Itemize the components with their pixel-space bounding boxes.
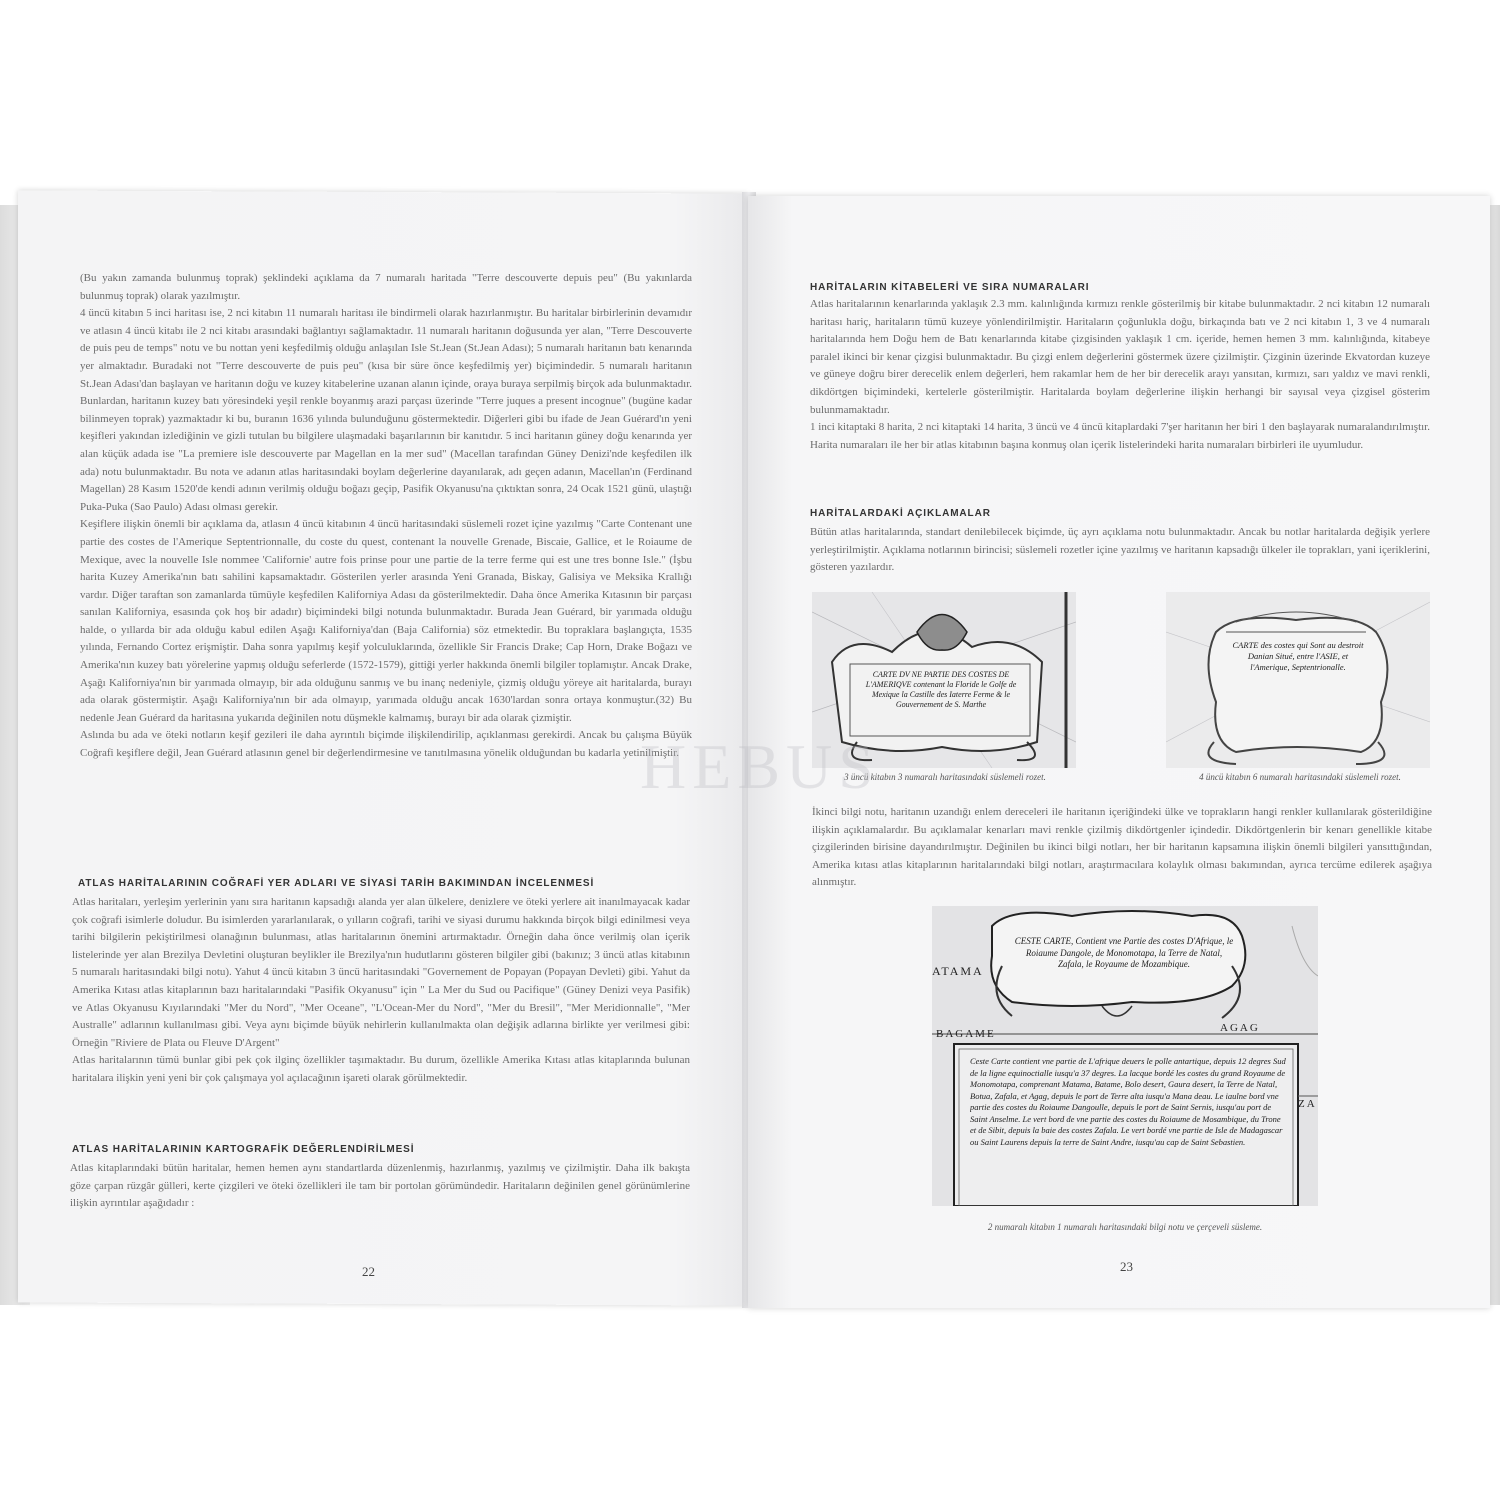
map-label: ZA xyxy=(1298,1098,1317,1110)
bilgi-section-body xyxy=(812,804,1432,892)
carto-section-body xyxy=(70,1160,690,1213)
section-heading: HARİTALARDAKİ AÇIKLAMALAR xyxy=(810,508,991,519)
geo-section-body xyxy=(72,894,690,1088)
figure-cartouche-map-2 xyxy=(1166,592,1430,768)
figure-caption: 4 üncü kitabın 6 numaralı haritasındaki süslemeli rozet. xyxy=(1199,772,1401,782)
section-heading: ATLAS HARİTALARININ KARTOGRAFİK DEĞERLENDİRİLMESİ xyxy=(72,1144,415,1155)
paragraph: 1 inci kitaptaki 8 harita, 2 nci kitaptaki 14 harita, 3 üncü ve 4 üncü kitaplardaki 7'şer haritanın her biri 1 den başlayarak numaralandırılmıştır. Harita numaraları ile her bir atlas kitabının başına konmuş olan içerik listelerindeki harita numaraları birbirleri ile uyumludur. xyxy=(810,421,1430,451)
cartouche-inscription: CARTE des costes qui Sont au destroit Danian Situé, entre l'ASIE, et l'Amerique, Septentrionalle. xyxy=(1232,640,1364,672)
page-number-right: 23 xyxy=(1120,1259,1133,1274)
info-note-text: Ceste Carte contient vne partie de L'afrique deuers le polle antartique, depuis 12 degres Sud de la ligne equinoctialle iusqu'a 37 degres. La lacque bordé les costes du grand Royaume de Monomotapa, comprenant Matama, Batame, Bolo desert, Gaura desert, la Terre de Natal, Botua, Zafala, et Agag, depuis le port de Terre alta iusqu'a Mana deau. Le iaulne bord vne partie des costes du Roiaume Dangoulle, depuis le port de Saint Sernis, iusqu'au port de Saint Anselme. Le vert bord de vne partie des costes du Roiaume de Mosambique, du Trone et de Sibit, depuis la baie des costes Zafala. Le vert bordé vne partie de Isle de Madagascar ou Saint Laurens depuis la terre de Saint Andre, iusqu'au cap de Saint Sebastien. xyxy=(970,1056,1286,1147)
paragraph: Bütün atlas haritalarında, standart denilebilecek biçimde, üç ayrı açıklama notu bulunmaktadır. Ancak bu notlar haritalarda değişik yerlere yerleştirilmiştir. Açıklama notlarının birincisi; süslemeli rozetler içine yazılmış ve haritanın kapsadığı ülkeler ile toprakları, yani içeriklerini, gösteren yazılardır. xyxy=(810,526,1430,574)
rosette-cartouche-illustration xyxy=(1166,592,1430,768)
section-heading: HARİTALARIN KİTABELERİ VE SIRA NUMARALARI xyxy=(810,282,1090,293)
kitabe-section-body xyxy=(810,296,1430,454)
paragraph: Atlas haritalarının kenarlarında yaklaşık 2.3 mm. kalınlığında kırmızı renkle gösterilmiş bir kitabe bulunmaktadır. 2 nci kitabın 12 numaralı haritası hariç, haritaların tümü kuzeye yönlendirilmiştir. Haritaların çoğunlukla doğu, birkaçında batı ve 2 nci kitabın 1, 3 ve 4 numaralı haritalarında hem Doğu hem de Batı kenarlarında kitabe çizgisinden yaklaşık 1 cm. içeride, hemen hemen 3 mm. kalınlığında, kitabeye paralel ikinci bir kenar çizgisi bulunmaktadır. Bu çizgi enlem değerlerini göstermek üzere çizilmiştir. Çizginin üzerinde Ekvatordan kuzeye ve güneye doğru birer derecelik enlem değerleri, hem rakamlar hem de her bir derecelik arayı yansıtan, kırmızı, sarı yaldız ve mavi renkli, dikdörtgen biçimindeki, kertelerle gösterilmiştir. Haritalarda boylam değerlerine ilişkin herhangi bir sayısal veya çizgisel gösterim bulunmamaktadır. xyxy=(810,298,1430,416)
figure-caption: 2 numaralı kitabın 1 numaralı haritasındaki bilgi notu ve çerçeveli süsleme. xyxy=(987,1222,1263,1232)
paragraph: Aslında bu ada ve öteki notların keşif gezileri ile daha ayrıntılı biçimde ilişkilendirilip, açıklanması gerekirdi. Ancak bu çalışma Büyük Coğrafi keşiflere değil, Jean Guérard atlasının genel bir değerlendirmesine ve tanıtılmasına yönelik olduğundan bu kadarla yetinilmiştir. xyxy=(80,729,692,760)
map-label: ATAMA xyxy=(932,964,984,978)
paragraph: (Bu yakın zamanda bulunmuş toprak) şeklindeki açıklama da 7 numaralı haritada "Terre descouverte depuis peu" (Bu yakınlarda bulunmuş toprak) olarak yazılmıştır. xyxy=(80,272,692,302)
left-page-body xyxy=(80,270,692,763)
map-label: BAGAME xyxy=(936,1028,996,1040)
figure-info-note-map xyxy=(932,906,1318,1206)
paragraph: İkinci bilgi notu, haritanın uzandığı enlem dereceleri ile haritanın içeriğindeki ülke ve toprakların hangi renkler kullanılarak gösterildiğine ilişkin açıklamalardır. Bu açıklamalar kenarları mavi renkle çizilmiş dikdörtgenler içindedir. Dikdörtgenlerin bir kenarı genellikle kitabe çizgilerinden birisine dayandırılmıştır. Değinilen bu ikinci bilgi notları, her bir haritanın kapsamına ilişkin önemli bilgileri yansıttığından, Amerika kıtası atlas kitaplarının haritalarındaki bilgi notları, araştırmacılara kolaylık olması bakımından, ayrıca tercüme edilerek aşağıya alınmıştır. xyxy=(812,806,1432,889)
aciklama-section-body xyxy=(810,524,1430,577)
paragraph: Atlas haritaları, yerleşim yerlerinin yanı sıra haritanın kapsadığı alanda yer alan ülkelere, denizlere ve öteki yerlere ait inanılmayacak kadar çok coğrafi isimlerle doludur. Bu isimlerden yararlanılarak, o yılların coğrafi, tarihi ve siyasi durumu hakkında birçok bilgi edinilmesi veya tarihi bilgilerin pekiştirilmesi olanağının bulunması, atlas haritalarının önemini artırmaktadır. Örneğin daha önce verilmiş olan içerik listelerinde yer alan Brezilya Devletini oluşturan beylikler ile Brezilya'nın hudutlarını gösteren bilgiler gibi (bakınız; 3 üncü atlas kitabının 5 numaralı haritasındaki bilgi notu). Yahut 4 üncü kitabın 3 üncü haritasındaki "Governement de Popayan (Popayan Devleti) gibi. Yahut da Amerika Kıtası atlas kitaplarının bazı haritalarındaki "Pasifik Okyanusu" için " La Mer du Sud ou Pacifique" (Güney Denizi veya Pasifik) ve Atlas Okyanusu Kıyılarındaki "Mer du Nord", "Mer Oceane", "L'Ocean-Mer du Nord", "Mer du Bresil", "Mer Meridionnalle", "Mer Australle" adlarının kullanılması gibi. Veya aynı biçimde büyük nehirlerin kullanılmakta olan değişik adlarına birlikte yer verilmesi gibi: Örneğin "Riviere de Plata ou Fleuve D'Argent" xyxy=(72,896,690,1049)
watermark: HEBUS xyxy=(640,731,880,802)
map-label: AGAG xyxy=(1220,1022,1260,1034)
section-heading: ATLAS HARİTALARININ COĞRAFİ YER ADLARI VE SİYASİ TARİH BAKIMINDAN İNCELENMESİ xyxy=(78,878,595,889)
cartouche-inscription: CARTE DV NE PARTIE DES COSTES DE L'AMERIQVE contenant la Floride le Golfe de Mexique la Castille des Iaterre Ferme & le Gouvernement de S. Marthe xyxy=(865,670,1017,709)
paragraph: Atlas haritalarının tümü bunlar gibi pek çok ilginç özellikler taşımaktadır. Bu durum, özellikle Amerika Kıtası atlas kitaplarında bulunan haritalara ilişkin yeni yeni bir çok çalışmaya yol açılacağının işareti olarak görülmektedir. xyxy=(72,1054,690,1084)
paragraph: Keşiflere ilişkin önemli bir açıklama da, atlasın 4 üncü kitabının 4 üncü haritasındaki süslemeli rozet içine yazılmış "Carte Contenant une partie des costes de l'Amerique Septentrionnalle, du coste du quest, contenant la nouvelle Grenade, Biscaie, Gallice, et le Roiaume de Mexique, avec la nouvelle Isle nommee 'Californie' autre fois prinse pour une partie de la terre ferme qui est une tres bonne Isle." (İşbu harita Kuzey Amerika'nın batı sahilini kapsamaktadır. Gösterilen yerler arasında Yeni Granada, Biskay, Galisiya ve Meksika Krallığı vardır. Diğer taraftan son zamanlarda tümüyle keşfedilen Kaliforniya Adası da gösterilmektedir. Daha önce Amerika Kıtasının bir parçası sanılan Kaliforniya, esasında çok hoş bir adadır) biçimindeki bilgi notunda bulunmaktadır. Burada Jean Guérard, bir yarımada olduğu halde, o yıllarda bir ada olduğu kabul edilen Aşağı Kaliforniya'dan (Baja California) söz etmektedir. Bu topraklara başlangıçta, 1535 yılında, Fernando Cortez erişmiştir. Daha sonra yapılmış keşif yolculuklarında, özellikle Sir Francis Drake; Cap Horn, Drake Boğazı ve Amerika'nın kuzey batı yörelerine yapmış olduğu seferlerde (1572-1579), gittiği yerler hakkında önemli bilgiler toplamıştır. Ancak Drake, Aşağı Kaliforniya'nın bir yarımada olmayıp, bir ada olduğunu sanmış ve bu inanç nedeniyle, çizmiş olduğu yöreye ait haritalarda, burayı ada olarak göstermiştir. Aşağı Kaliforniya'nın bir ada olmayıp, yarımada olduğu ancak 1630'lardan sonra ortaya konmuştur.(32) Bu nedenle Jean Guérard da haritasına yukarıda değinilen notu düşmekle kalmamış, burayı bir ada olarak çizmiştir. xyxy=(80,518,692,724)
cartouche-inscription: CESTE CARTE, Contient vne Partie des costes D'Afrique, le Roiaume Dangole, de Monomotapa, la Terre de Natal, Zafala, le Royaume de Mozambique. xyxy=(1014,936,1234,969)
figure-caption: 3 üncü kitabın 3 numaralı haritasındaki süslemeli rozet. xyxy=(844,772,1046,782)
page-number-left: 22 xyxy=(362,1264,375,1279)
paragraph: 4 üncü kitabın 5 inci haritası ise, 2 nci kitabın 11 numaralı haritası ile bindirmeli olarak hazırlanmıştır. Bu haritalar birbirlerinin devamıdır ve atlasın 4 üncü kitabı ile 2 nci kitabı arasındaki bağlantıyı sağlamaktadır. 11 numaralı haritanın doğusunda yer alan, "Terre Descouverte de puis peu de temps" notu ve bu nottan yeni keşfedilmiş olduğu anlaşılan Isle St.Jean (St.Jean Adası); 5 numaralı haritanın batı kenarında yer almaktadır. Buradaki not "Terre descouverte de puis peu" (kısa bir süre önce keşfedilmiş yer) biçimindedir. 5 numaralı haritanın St.Jean Adası'dan başlayan ve haritanın doğu ve kuzey kitabelerine uzanan alanın içinde, oraya buraya serpilmiş birçok ada bulunmaktadır. Bunlardan, haritanın kuzey batı yöresindeki yeşil renkle boyanmış arazi parçası üzerinde "Terre juques a present incognue" (bugüne kadar bilinmeyen toprak) yazmaktadır ki bu, buranın 1636 yılında bulunduğunu göstermektedir. Diğerleri gibi bu ifade de Jean Guérard'ın yeni keşifleri yakından izlediğinin ve gizli tutulan bu bilgilere ulaşmadaki başarılarının bir kanıtıdır. 5 inci haritanın güney doğu kenarında yer alan küçük adada ise "La premiere isle descouverte par Magellan en la mer sud" (Macellan tarafından Güney Denizi'nde keşfedilen ilk ada) notu bulunmaktadır. Bu nota ve adanın atlas haritasındaki boylam değerlerine dayanılarak, adı geçen adanın, Macellan'ın (Ferdinand Magellan) 28 Kasım 1520'de kendi adının verilmiş olduğu boğazı geçip, Pasifik Okyanusu'na çıktıktan sonra, 24 Ocak 1521 günü, ulaştığı Puka-Puka (Sao Paulo) Adası olması gerekir. xyxy=(80,307,692,513)
paragraph: Atlas kitaplarındaki bütün haritalar, hemen hemen aynı standartlarda düzenlenmiş, hazırlanmış, yazılmış ve çizilmiştir. Daha ilk bakışta göze çarpan rüzgâr gülleri, kerte çizgileri ve öteki özellikleri ile tam bir portolan görümündedir. Haritaların değinilen genel görünümlerine ilişkin ayrıntılar aşağıdadır : xyxy=(70,1162,690,1210)
